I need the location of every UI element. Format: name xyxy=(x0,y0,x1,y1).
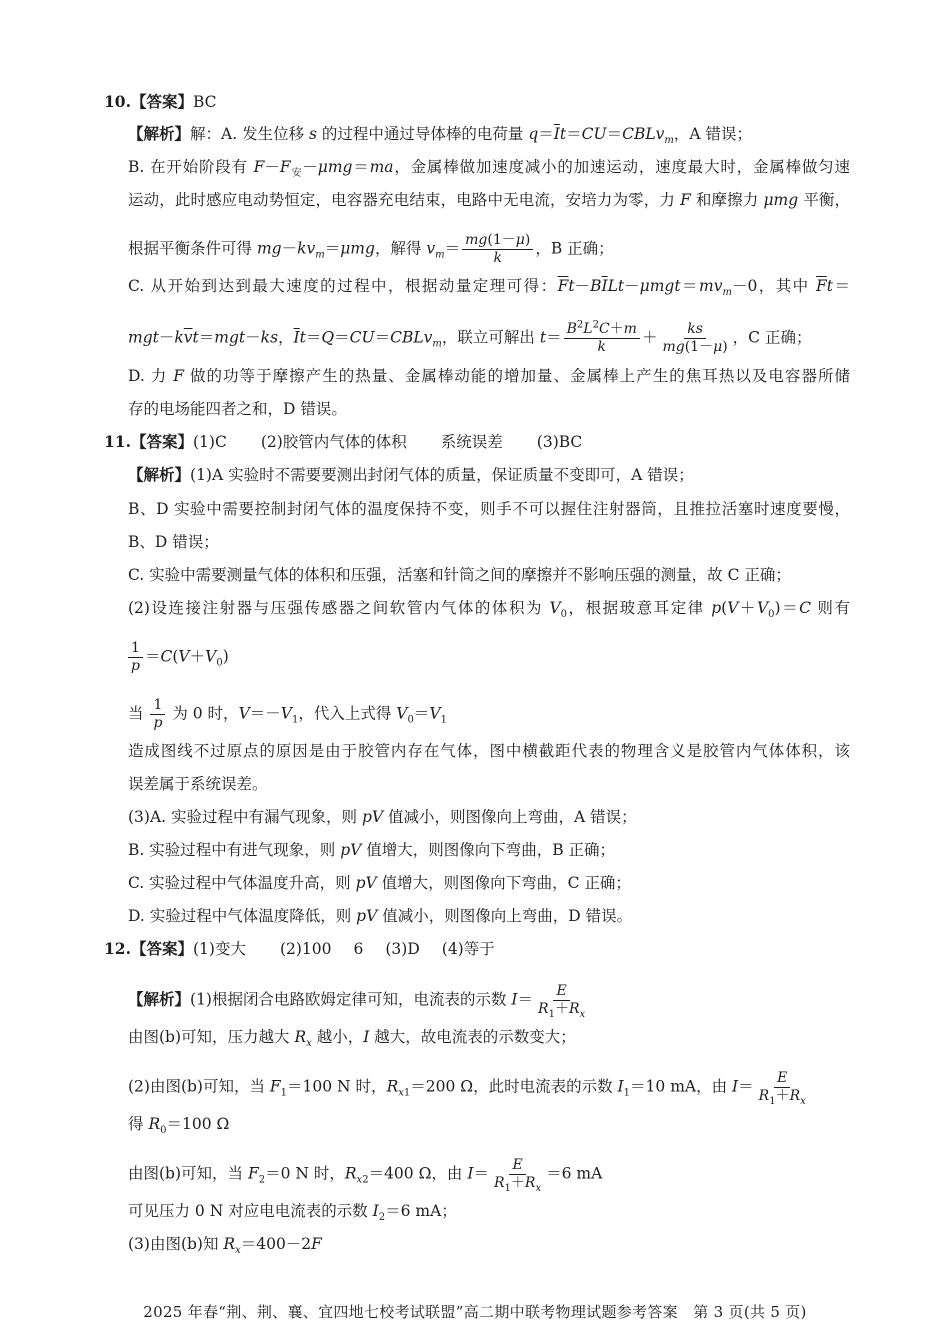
q12-analysis-3a: (3)由图(b)知 $R_x=400-2F$ xyxy=(128,1235,322,1257)
q11-analysis-1c: B、D 错误； xyxy=(128,533,219,551)
q12-analysis-2a: (2)由图(b)可知，当 $F_1=100$ N 时，$R_{x1}=200$ Ω，此时电流表的示数 $I_1=10$ mA，由 I＝ $\frac{E}{R_1+R_x}$ xyxy=(128,1070,806,1107)
q10-answer-line: 10.【答案】BC xyxy=(104,92,217,111)
page-footer: 2025 年春“荆、荆、襄、宜四地七校考试联盟”高二期中联考物理试题参考答案 第 3 页(共 5 页) xyxy=(143,1303,807,1321)
q10-analysis-d1: D. 力 F 做的功等于摩擦产生的热量、金属棒动能的增加量、金属棒上产生的焦耳热以及电容器所储 xyxy=(128,367,851,385)
q11-analysis-3d: D. 实验过程中气体温度降低，则 pV 值减小，则图像向上弯曲，D 错误。 xyxy=(128,907,633,925)
q12-analysis-2b: 得 $R_0=100$ Ω xyxy=(128,1115,230,1137)
q10-analysis-d2: 存的电场能四者之和，D 错误。 xyxy=(128,400,347,418)
q11-analysis-1b: B、D 实验中需要控制封闭气体的温度保持不变，则手不可以握住注射器筒，且推拉活塞时速度要慢， xyxy=(128,500,850,518)
q11-analysis-3b: B. 实验过程中有进气现象，则 pV 值增大，则图像向下弯曲，B 正确； xyxy=(128,841,616,859)
q10-analysis-a: 【解析】解：A. 发生位移 s 的过程中通过导体棒的电荷量 $q=\overline{I}t=CU=CBLv_m$，A 错误； xyxy=(128,124,753,147)
q11-analysis-2b: $\frac{1}{p}$ $=C(V+V_0)$ xyxy=(128,640,850,675)
q11-analysis-2e: 误差属于系统误差。 xyxy=(128,775,268,793)
q11-analysis-2a: (2)设连接注射器与压强传感器之间软管内气体的体积为 $V_0$，根据玻意耳定律 $p(V+V_0)=C$ 则有 xyxy=(128,599,850,621)
q10-analysis-c2: $mgt-k\overline{v}t=mgt-ks$，$\overline{I}t=Q=CU=CBLv_m$，联立可解出 t＝ $\frac{B^2L^2C+m}{k}$ ＋ $\frac{ks}{mg(1-\mu)}$ ，C 正确； xyxy=(128,319,812,355)
q11-analysis-2c: 当 $\frac{1}{p}$ 为 0 时，$V=-V_1$，代入上式得 $V_0=V_1$ xyxy=(128,697,447,731)
q11-analysis-3a: (3)A. 实验过程中有漏气现象，则 pV 值减小，则图像向上弯曲，A 错误； xyxy=(128,808,637,826)
q11-analysis-3c: C. 实验过程中气体温度升高，则 pV 值增大，则图像向下弯曲，C 正确； xyxy=(128,874,631,892)
q10-analysis-b3: 根据平衡条件可得 $mg-kv_m=\mu mg$，解得 $v_m=$ $\frac{mg(1-\mu)}{k}$ ，B 正确； xyxy=(128,232,614,266)
q11-answer-line: 11.【答案】(1)C (2)胶管内气体的体积 系统误差 (3)BC xyxy=(104,432,583,451)
q10-analysis-c1: C. 从开始到达到最大速度的过程中，根据动量定理可得：$\overline{F}t-B\overline{I}Lt-\mu mgt=mv_m-0$，其中 $\overline{F}t=$ xyxy=(128,277,850,299)
q11-analysis-2d: 造成图线不过原点的原因是由于胶管内存在气体，图中横截距代表的物理含义是胶管内气体体积，该 xyxy=(128,742,850,760)
q12-analysis-1b: 由图(b)可知，压力越大 $R_x$ 越小，I 越大，故电流表的示数变大； xyxy=(128,1028,576,1050)
q10-analysis-b2: 运动，此时感应电动势恒定，电容器充电结束，电路中无电流，安培力为零，力 F 和摩擦力 μmg 平衡， xyxy=(128,191,851,209)
q10-analysis-b1: B. 在开始阶段有 $F-F_安-\mu mg=ma$，金属棒做加速度减小的加速运动，速度最大时，金属棒做匀速 xyxy=(128,158,850,180)
q12-analysis-1a: 【解析】(1)根据闭合电路欧姆定律可知，电流表的示数 I＝ $\frac{E}{R_1+R_x}$ xyxy=(128,983,586,1020)
q11-analysis-1d: C. 实验中需要测量气体的体积和压强，活塞和针筒之间的摩擦并不影响压强的测量，故 C 正确； xyxy=(128,566,791,584)
q11-analysis-1a: 【解析】(1)A 实验时不需要要测出封闭气体的质量，保证质量不变即可，A 错误； xyxy=(128,465,694,484)
q12-analysis-2d: 可见压力 0 N 对应电电流表的示数 $I_2=6$ mA； xyxy=(128,1202,457,1224)
q12-answer-line: 12.【答案】(1)变大 (2)100 6 (3)D (4)等于 xyxy=(104,939,495,958)
q12-analysis-2c: 由图(b)可知，当 $F_2=0$ N 时，$R_{x2}=400$ Ω，由 I＝ $\frac{E}{R_1+R_x}$ ＝6 mA xyxy=(128,1157,603,1194)
